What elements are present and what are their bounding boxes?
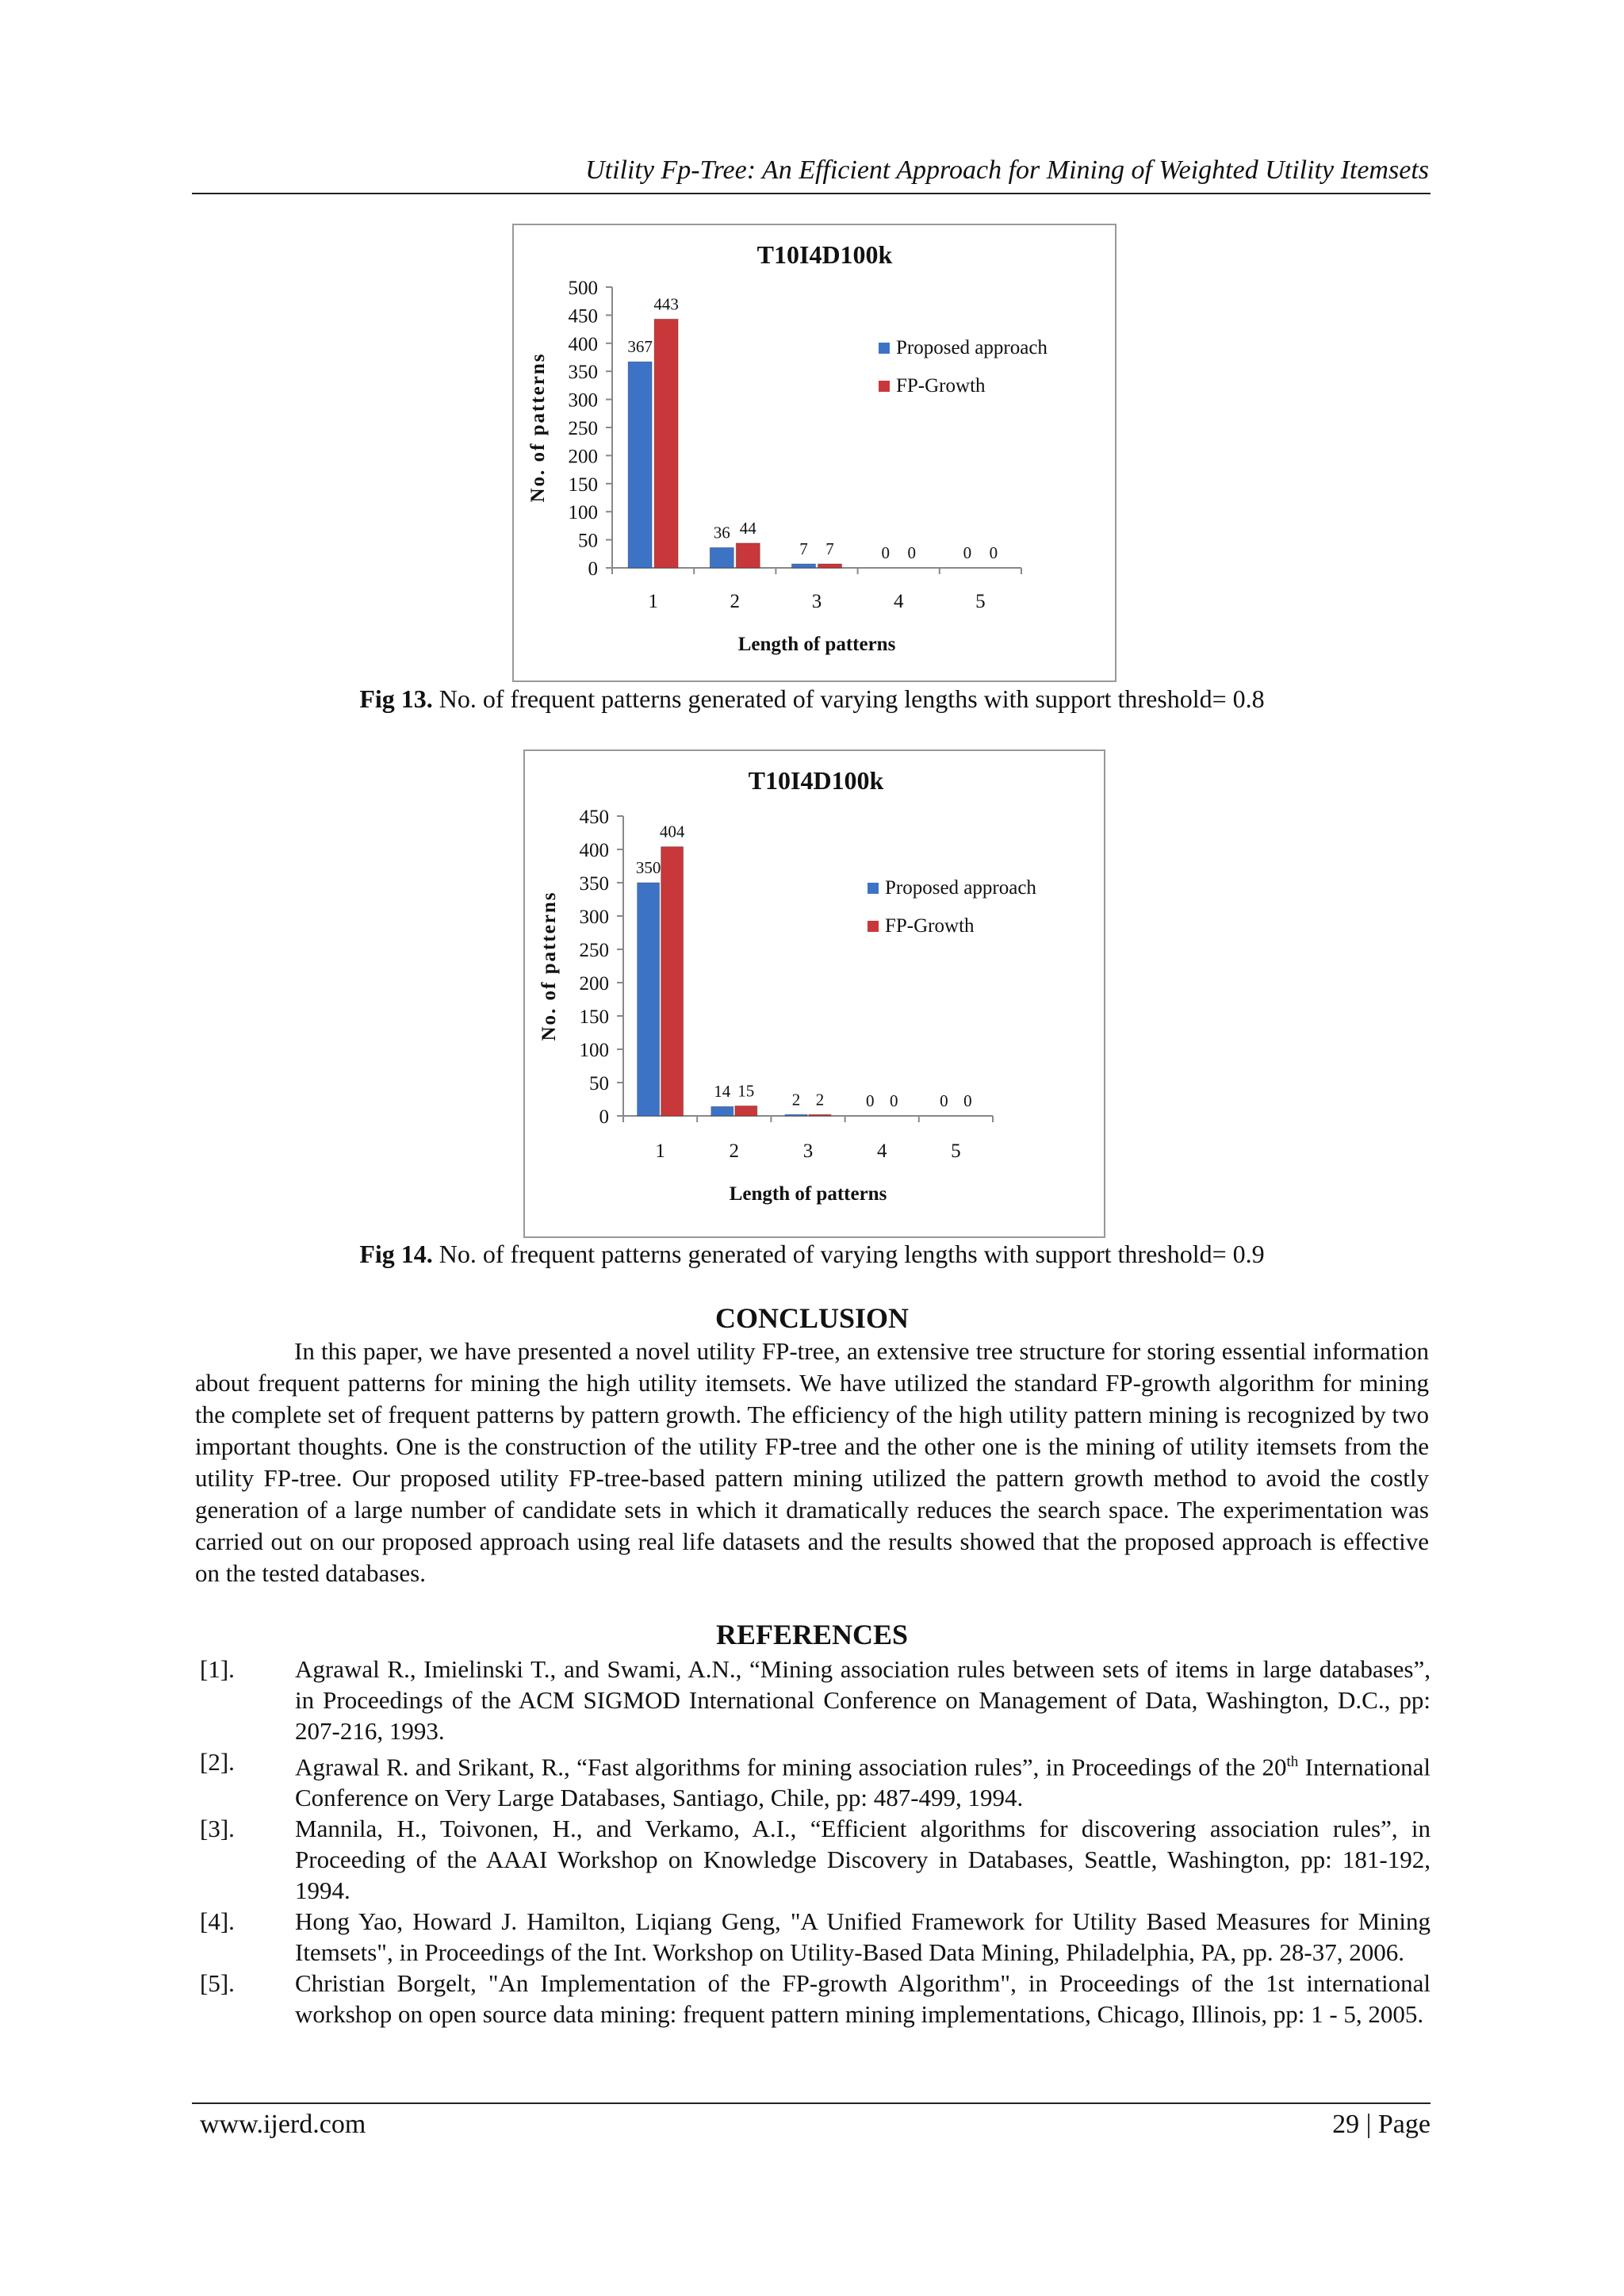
y-tick-label: 150 <box>579 1006 609 1028</box>
data-label: 443 <box>653 294 679 314</box>
y-tick-label: 250 <box>568 418 598 439</box>
data-label: 404 <box>659 822 685 841</box>
legend-label: FP-Growth <box>896 375 986 397</box>
y-tick-label: 0 <box>588 558 598 580</box>
bar-proposed-approach <box>638 883 660 1116</box>
data-label: 0 <box>989 543 998 562</box>
legend-swatch <box>868 883 879 894</box>
y-tick-label: 300 <box>568 389 598 412</box>
data-label: 0 <box>865 1091 875 1110</box>
reference-number: [3]. <box>200 1815 235 1843</box>
reference-item <box>200 1654 1431 1746</box>
y-tick-label: 400 <box>579 840 609 861</box>
data-label: 14 <box>714 1082 731 1102</box>
bar-proposed-approach <box>711 1106 733 1116</box>
legend-label: Proposed approach <box>896 337 1048 358</box>
data-label: 7 <box>799 539 808 559</box>
y-tick-label: 500 <box>568 278 598 299</box>
caption-text: No. of frequent patterns generated of varying lengths with support threshold= 0.8 <box>432 684 1265 713</box>
y-tick-label: 200 <box>579 973 609 995</box>
caption-text: No. of frequent patterns generated of varying lengths with support threshold= 0.9 <box>432 1240 1265 1268</box>
conclusion-paragraph: In this paper, we have presented a novel utility FP-tree, an extensive tree structure for storing essential information about frequent patterns for mining the high utility itemsets. We have utilized the standard FP-growth algorithm for mining the complete set of frequent patterns by pattern growth. The efficiency of the high utility pattern mining is recognized by two important thoughts. One is the construction of the utility FP-tree and the other one is the mining of utility itemsets from the utility FP-tree. Our proposed utility FP-tree-based pattern mining utilized the pattern growth method to avoid the costly generation of a large number of candidate sets in which it dramatically reduces the search space. The experimentation was carried out on our proposed approach using real life datasets and the results showed that the proposed approach is effective on the tested databases. <box>195 1337 1429 1587</box>
chart-title: T10I4D100k <box>748 766 884 795</box>
reference-text-part: International Conference on Very Large Databases, Santiago, Chile, pp: 487-499, 1994. <box>295 1753 1431 1812</box>
footer-page-number: 29 | Page <box>1332 2110 1431 2139</box>
data-label: 0 <box>963 1091 972 1110</box>
figure-13-chart <box>512 224 1116 682</box>
y-tick-label: 50 <box>589 1073 609 1094</box>
x-tick-label: 3 <box>811 591 822 612</box>
reference-text: Agrawal R., Imielinski T., and Swami, A.N., “Mining association rules between sets of items in large databases”, in Proceedings of the ACM SIGMOD International Conference on Management of Data, Washington, D.C., pp: 207-216, 1993. <box>295 1655 1431 1745</box>
bar-fp-growth <box>654 319 678 568</box>
data-label: 36 <box>713 523 730 542</box>
reference-text <box>295 1746 1431 1813</box>
reference-text: Christian Borgelt, "An Implementation of the FP-growth Algorithm", in Proceedings of the 1st international workshop on open source data mining: frequent pattern mining implementations, Chicago, Illinois, pp: 1 - 5, 2005. <box>295 1969 1431 2029</box>
bar-proposed-approach <box>792 564 816 568</box>
data-label: 15 <box>737 1081 755 1101</box>
x-tick-label: 2 <box>730 591 741 612</box>
data-label: 0 <box>907 543 916 562</box>
x-tick-label: 4 <box>893 591 904 612</box>
legend-label: Proposed approach <box>885 877 1036 899</box>
y-tick-label: 50 <box>578 530 598 552</box>
x-tick-label: 5 <box>975 591 986 612</box>
x-tick-label: 4 <box>876 1140 887 1162</box>
legend-swatch <box>879 381 890 392</box>
footer-website: www.ijerd.com <box>200 2110 366 2139</box>
y-axis-label: No. of patterns <box>527 352 549 503</box>
header-rule <box>192 193 1431 194</box>
conclusion-heading: CONCLUSION <box>714 1302 910 1334</box>
y-tick-label: 0 <box>599 1106 609 1128</box>
x-tick-label: 1 <box>655 1140 665 1162</box>
y-tick-label: 350 <box>568 362 598 384</box>
data-label: 0 <box>940 1091 948 1110</box>
bar-fp-growth <box>735 1106 757 1116</box>
y-tick-label: 150 <box>568 473 598 496</box>
y-tick-label: 250 <box>579 940 609 961</box>
reference-number: [1]. <box>200 1655 235 1683</box>
data-label: 0 <box>963 543 972 562</box>
y-tick-label: 450 <box>568 305 598 328</box>
bar-proposed-approach <box>785 1114 807 1116</box>
x-tick-label: 1 <box>648 591 658 612</box>
reference-text: Mannila, H., Toivonen, H., and Verkamo, A.I., “Efficient algorithms for discovering association rules”, in Proceeding of the AAAI Workshop on Knowledge Discovery in Databases, Seattle, Washington, pp: 181-192, 1994. <box>295 1815 1431 1905</box>
footer-rule <box>192 2102 1431 2104</box>
data-label: 0 <box>889 1091 898 1110</box>
bar-fp-growth <box>818 564 842 568</box>
bar-fp-growth <box>809 1114 831 1116</box>
y-tick-label: 400 <box>568 333 598 355</box>
reference-item <box>200 1813 1431 1906</box>
reference-number: [4]. <box>200 1907 235 1936</box>
bar-fp-growth <box>736 543 760 568</box>
x-tick-label: 3 <box>802 1140 814 1162</box>
reference-text-part: Agrawal R. and Srikant, R., “Fast algorithms for mining association rules”, in Proceedings of the 20 <box>295 1753 1287 1781</box>
y-tick-label: 350 <box>579 873 609 895</box>
legend-label: FP-Growth <box>885 915 975 937</box>
reference-number: [5]. <box>200 1969 235 1998</box>
data-label: 44 <box>739 518 756 538</box>
caption-label: Fig 14. <box>359 1240 433 1268</box>
x-axis-label: Length of patterns <box>737 634 896 655</box>
bar-proposed-approach <box>628 362 652 568</box>
data-label: 2 <box>815 1090 825 1110</box>
caption-label: Fig 13. <box>359 684 433 713</box>
bar-proposed-approach <box>710 548 733 568</box>
x-tick-label: 2 <box>729 1140 740 1162</box>
data-label: 7 <box>825 539 834 559</box>
figure-14-caption <box>0 1240 1624 1269</box>
data-label: 0 <box>881 543 890 562</box>
figure-14-chart <box>523 749 1105 1238</box>
chart-svg-14 <box>525 751 1104 1236</box>
chart-svg-13 <box>514 225 1115 680</box>
y-tick-label: 100 <box>568 502 598 524</box>
x-axis-label: Length of patterns <box>729 1183 887 1205</box>
references-heading: REFERENCES <box>715 1619 909 1650</box>
bar-fp-growth <box>661 847 684 1116</box>
reference-item <box>200 1968 1431 2030</box>
chart-title: T10I4D100k <box>756 240 893 269</box>
data-label: 367 <box>627 337 653 357</box>
reference-superscript: th <box>1286 1754 1299 1770</box>
y-axis-label: No. of patterns <box>538 891 560 1041</box>
y-tick-label: 450 <box>579 807 609 828</box>
reference-text: Hong Yao, Howard J. Hamilton, Liqiang Geng, "A Unified Framework for Utility Based Measures for Mining Itemsets", in Proceedings of the Int. Workshop on Utility-Based Data Mining, Philadelphia, PA, pp. 28-37, 2006. <box>295 1907 1431 1967</box>
reference-number: [2]. <box>200 1748 235 1776</box>
data-label: 350 <box>635 858 661 877</box>
legend-swatch <box>868 921 879 932</box>
reference-list <box>200 1654 1431 2030</box>
x-tick-label: 5 <box>951 1140 961 1162</box>
data-label: 2 <box>791 1090 801 1110</box>
figure-13-caption <box>0 684 1624 714</box>
reference-item <box>200 1746 1431 1813</box>
reference-item <box>200 1906 1431 1968</box>
y-tick-label: 100 <box>579 1040 609 1061</box>
y-tick-label: 300 <box>579 907 609 928</box>
running-title: Utility Fp-Tree: An Efficient Approach for Mining of Weighted Utility Itemsets <box>585 155 1429 185</box>
y-tick-label: 200 <box>568 446 598 468</box>
legend-swatch <box>879 343 890 354</box>
